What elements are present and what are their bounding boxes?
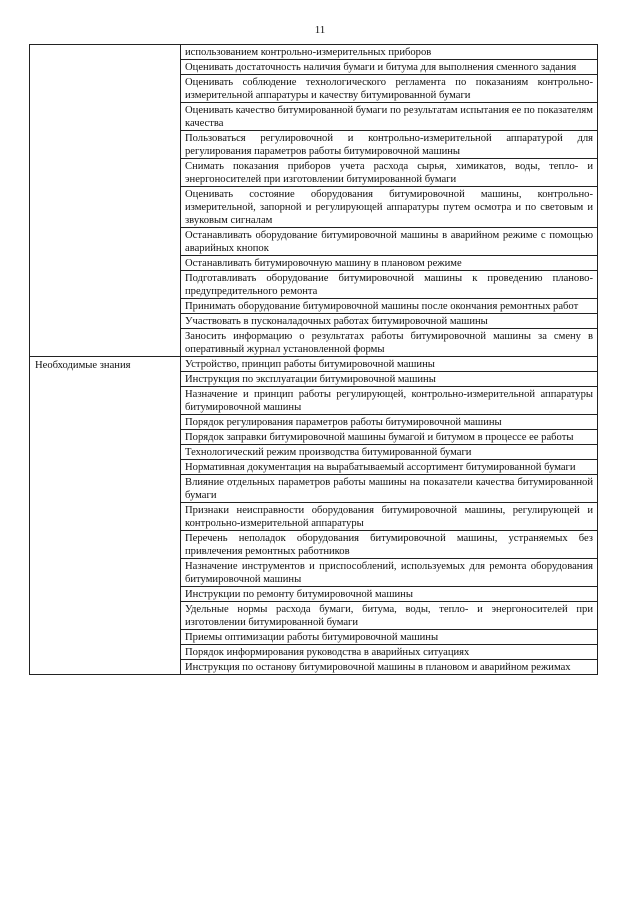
knowledge-item bbox=[181, 357, 598, 372]
knowledge-item bbox=[181, 503, 598, 531]
item-text: Технологический режим производства битумированной бумаги bbox=[185, 447, 472, 458]
ability-item bbox=[181, 60, 598, 75]
knowledge-item bbox=[181, 372, 598, 387]
knowledge-item bbox=[181, 415, 598, 430]
item-text: Перечень неполадок оборудования битумировочной машины, устраняемых без привлечения ремонтных работников bbox=[185, 533, 593, 557]
ability-item bbox=[181, 75, 598, 103]
item-text: Инструкции по ремонту битумировочной машины bbox=[185, 589, 413, 600]
item-text: Удельные нормы расхода бумаги, битума, воды, тепло- и энергоносителей при изготовлении битумированной бумаги bbox=[185, 604, 593, 628]
ability-item bbox=[181, 228, 598, 256]
item-text: Подготавливать оборудование битумировочной машины к проведению планово-предупредительного ремонта bbox=[185, 273, 593, 297]
item-text: Участвовать в пусконаладочных работах битумировочной машины bbox=[185, 316, 488, 327]
knowledge-item bbox=[181, 475, 598, 503]
table-row bbox=[30, 45, 598, 60]
ability-item bbox=[181, 271, 598, 299]
item-text: использованием контрольно-измерительных приборов bbox=[185, 47, 432, 58]
item-text: Порядок регулирования параметров работы битумировочной машины bbox=[185, 417, 502, 428]
knowledge-label-cell: Необходимые знания bbox=[30, 357, 181, 675]
ability-item bbox=[181, 299, 598, 314]
item-text: Назначение инструментов и приспособлений, используемых для ремонта оборудования битумировочной машины bbox=[185, 561, 593, 585]
item-text: Устройство, принцип работы битумировочной машины bbox=[185, 359, 435, 370]
knowledge-item bbox=[181, 430, 598, 445]
knowledge-item bbox=[181, 559, 598, 587]
table-body bbox=[30, 45, 598, 675]
knowledge-item bbox=[181, 531, 598, 559]
item-text: Приемы оптимизации работы битумировочной машины bbox=[185, 632, 439, 643]
ability-item bbox=[181, 256, 598, 271]
item-text: Оценивать соблюдение технологического регламента по показаниям контрольно-измерительной аппаратуры и качеству битумированной бумаги bbox=[185, 77, 593, 101]
abilities-label-cell bbox=[30, 45, 181, 357]
knowledge-item bbox=[181, 387, 598, 415]
knowledge-item bbox=[181, 660, 598, 675]
item-text: Оценивать достаточность наличия бумаги и битума для выполнения сменного задания bbox=[185, 62, 577, 73]
item-text: Оценивать качество битумированной бумаги по результатам испытания ее по показателям качества bbox=[185, 105, 593, 129]
item-text: Назначение и принцип работы регулирующей, контрольно-измерительной аппаратуры битумировочной машины bbox=[185, 389, 593, 413]
knowledge-item bbox=[181, 602, 598, 630]
item-text: Инструкция по останову битумировочной машины в плановом и аварийном режимах bbox=[185, 662, 571, 673]
item-text: Влияние отдельных параметров работы машины на показатели качества битумированной бумаги bbox=[185, 477, 593, 501]
item-text: Заносить информацию о результатах работы битумировочной машины за смену в оперативный журнал установленной формы bbox=[185, 331, 593, 355]
item-text: Останавливать оборудование битумировочной машины в аварийном режиме с помощью аварийных кнопок bbox=[185, 230, 593, 254]
item-text: Пользоваться регулировочной и контрольно-измерительной аппаратурой для регулирования параметров работы битумировочной машины bbox=[185, 133, 593, 157]
competency-table bbox=[29, 44, 598, 675]
item-text: Принимать оборудование битумировочной машины после окончания ремонтных работ bbox=[185, 301, 579, 312]
ability-item bbox=[181, 329, 598, 357]
knowledge-item bbox=[181, 587, 598, 602]
ability-item bbox=[181, 159, 598, 187]
item-text: Останавливать битумировочную машину в плановом режиме bbox=[185, 258, 462, 269]
knowledge-item bbox=[181, 460, 598, 475]
knowledge-item bbox=[181, 645, 598, 660]
item-text: Порядок заправки битумировочной машины бумагой и битумом в процессе ее работы bbox=[185, 432, 574, 443]
knowledge-item bbox=[181, 445, 598, 460]
knowledge-item bbox=[181, 630, 598, 645]
page-number: 11 bbox=[314, 24, 326, 36]
item-text: Признаки неисправности оборудования битумировочной машины, регулирующей и контрольно-измерительной аппаратуры bbox=[185, 505, 593, 529]
ability-item bbox=[181, 103, 598, 131]
table-row bbox=[30, 357, 598, 372]
item-text: Оценивать состояние оборудования битумировочной машины, контрольно-измерительной, запорной и регулирующей аппаратуры путем осмотра и по световым и звуковым сигналам bbox=[185, 189, 593, 226]
item-text: Инструкция по эксплуатации битумировочной машины bbox=[185, 374, 436, 385]
ability-item bbox=[181, 45, 598, 60]
ability-item bbox=[181, 314, 598, 329]
item-text: Нормативная документация на вырабатываемый ассортимент битумированной бумаги bbox=[185, 462, 576, 473]
ability-item bbox=[181, 131, 598, 159]
ability-item bbox=[181, 187, 598, 228]
item-text: Порядок информирования руководства в аварийных ситуациях bbox=[185, 647, 470, 658]
item-text: Снимать показания приборов учета расхода сырья, химикатов, воды, тепло- и энергоносителей при изготовлении битумированной бумаги bbox=[185, 161, 593, 185]
